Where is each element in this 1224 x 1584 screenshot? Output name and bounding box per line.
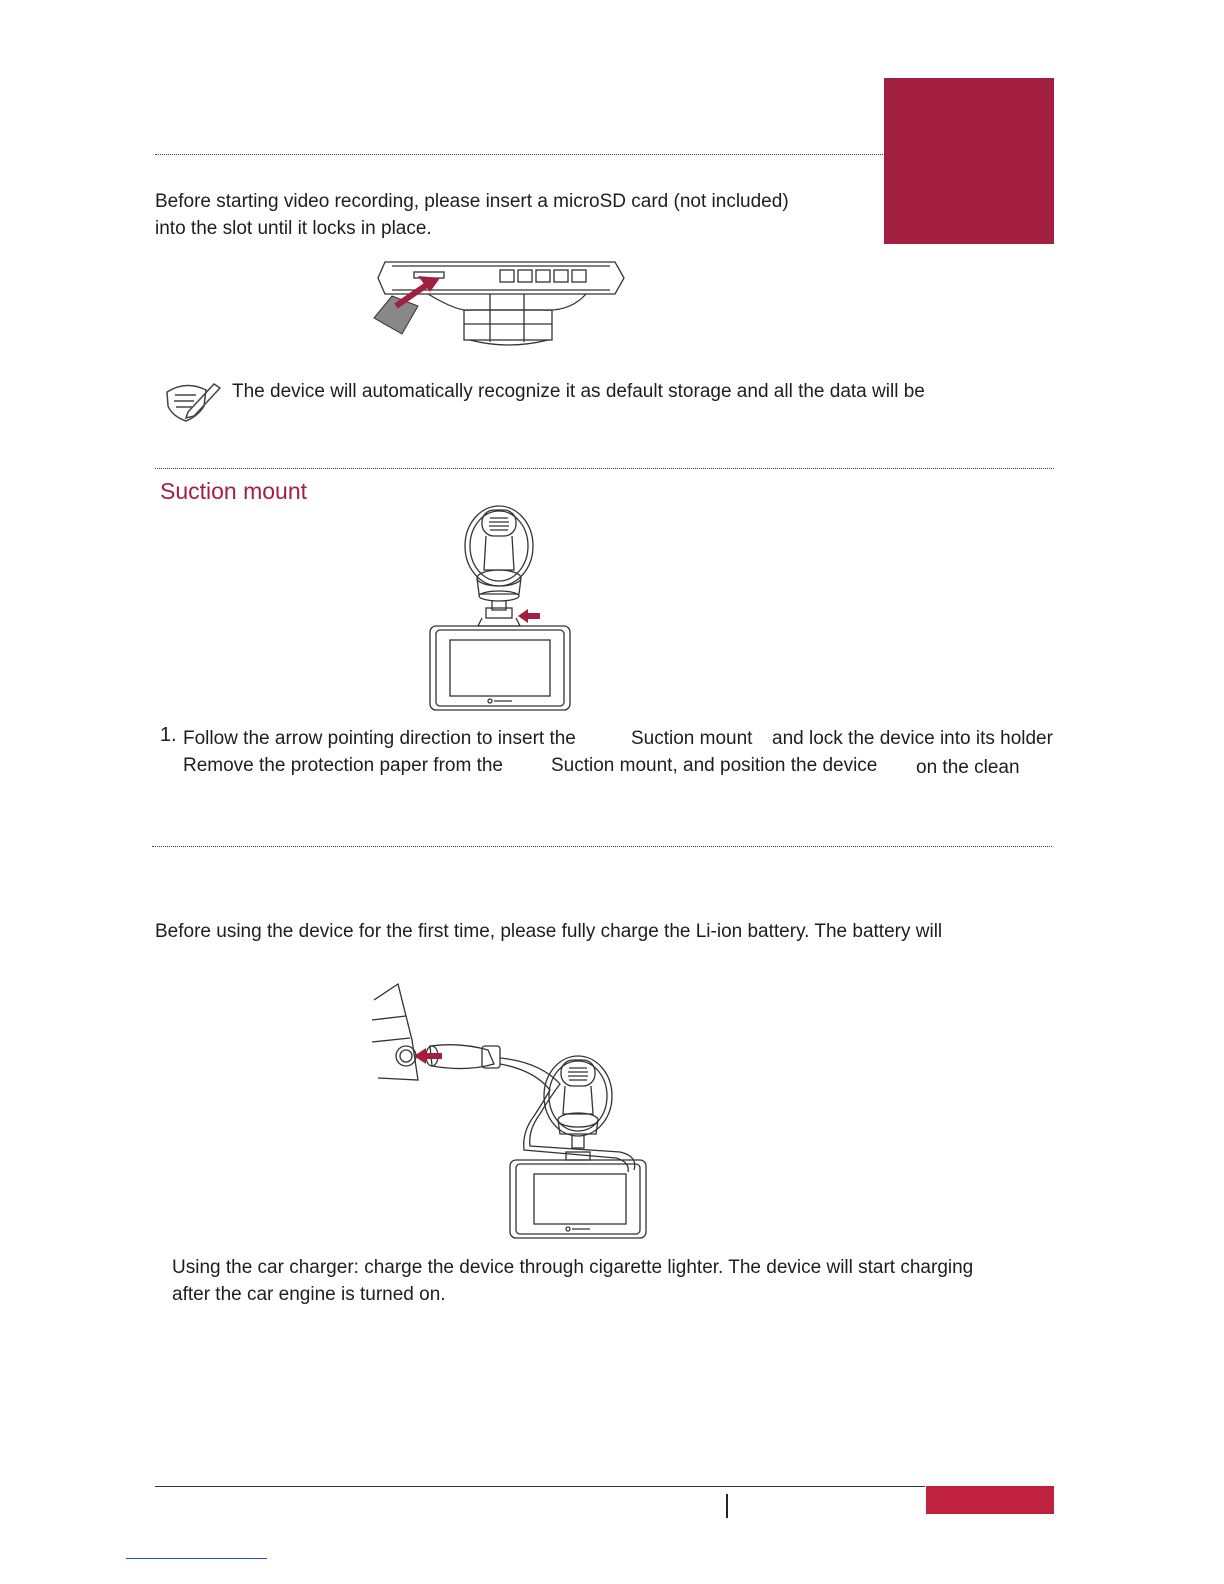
header-accent-block [884,78,1054,244]
pencil-note-icon [164,378,222,424]
microsd-insertion-illustration [370,258,632,350]
section-divider [155,468,1054,469]
section-divider [155,154,883,155]
step-1-line-2-part-c: on the clean [916,757,1020,778]
step-1-line-1-part-b: Suction mount [631,728,753,749]
step-1-line-2-part-b: Suction mount, and position the device [551,755,878,776]
car-charger-line-1: Using the car charger: charge the device through cigarette lighter. The device will start charging [172,1257,974,1278]
suction-mount-illustration [420,500,580,714]
footer-separator [726,1494,728,1518]
car-charger-line-2: after the car engine is turned on. [172,1284,446,1305]
microsd-instruction-line-1: Before starting video recording, please insert a microSD card (not included) [155,191,789,212]
section-heading-suction-mount: Suction mount [160,478,308,504]
car-charger-illustration [370,980,660,1242]
footer-rule [155,1486,925,1487]
step-1-line-1-part-a: Follow the arrow pointing direction to insert the [183,728,576,749]
footer-link-underline [126,1558,267,1559]
charging-intro-text: Before using the device for the first time, please fully charge the Li-ion battery. The battery will [155,921,943,942]
step-number: 1. [160,724,177,746]
microsd-instruction-line-2: into the slot until it locks in place. [155,218,432,239]
section-divider [152,846,1052,847]
note-text: The device will automatically recognize it as default storage and all the data will be [232,381,925,402]
step-1-line-2-part-a: Remove the protection paper from the [183,755,504,776]
footer-accent-block [926,1486,1054,1514]
step-1-line-1-part-c: and lock the device into its holder [772,728,1053,749]
